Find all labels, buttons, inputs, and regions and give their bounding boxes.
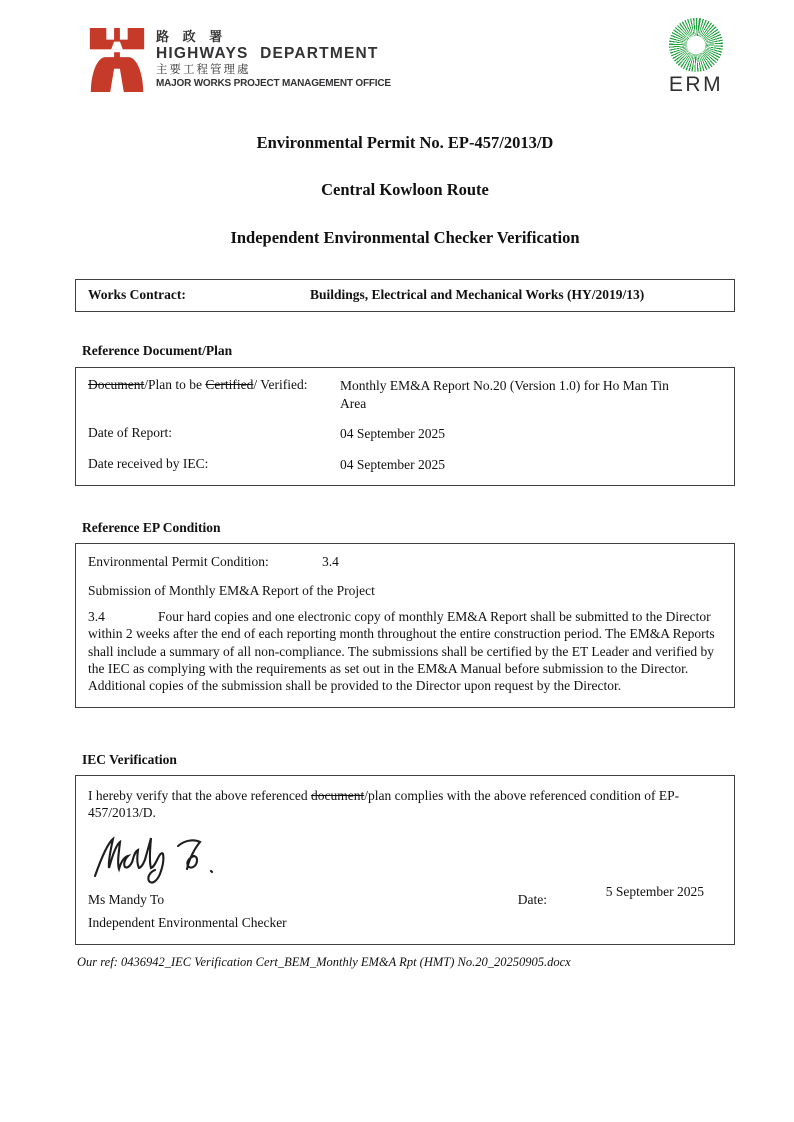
document-plan-row <box>88 377 722 412</box>
page-header <box>75 28 735 100</box>
signatory-name: Ms Mandy To <box>88 891 165 907</box>
ep-condition-label: Environmental Permit Condition: <box>88 554 269 570</box>
document-plan-value: Monthly EM&A Report No.20 (Version 1.0) for Ho Man Tin Area <box>340 378 669 411</box>
hyd-office-chinese: 主要工程管理處 <box>156 63 251 76</box>
hyd-office-english: MAJOR WORKS PROJECT MANAGEMENT OFFICE <box>156 77 391 89</box>
statement-text: I hereby verify that the above referenced <box>88 787 312 803</box>
iec-verification-heading: IEC Verification <box>82 751 177 767</box>
iec-verification-box <box>75 775 735 945</box>
struck-word-certified: Certified <box>205 377 254 392</box>
struck-word-document: document <box>311 787 365 803</box>
ep-condition-row <box>88 554 722 570</box>
label-text: / Verified: <box>253 377 308 392</box>
erm-logo-text: ERM <box>668 73 724 96</box>
date-of-report-label: Date of Report: <box>88 425 172 441</box>
ep-condition-number: 3.4 <box>322 554 339 570</box>
statement-text: /plan complies with the above referenced condition of EP-457/2013/D. <box>88 787 680 821</box>
works-contract-box <box>75 279 735 312</box>
highways-department-branding <box>88 28 391 92</box>
date-received-label: Date received by IEC: <box>88 455 209 471</box>
erm-branding <box>657 18 735 97</box>
hyd-name-english: HIGHWAYS DEPARTMENT <box>156 44 379 62</box>
permit-number-title: Environmental Permit No. EP-457/2013/D <box>256 133 554 152</box>
project-title: Central Kowloon Route <box>321 180 489 199</box>
hyd-name-chinese: 路 政 署 <box>156 29 228 44</box>
mandy-to-signature-icon <box>88 834 248 888</box>
erm-starburst-logo-icon <box>669 18 723 72</box>
clause-text: Four hard copies and one electronic copy of monthly EM&A Report shall be submitted to the Director within 2 weeks after the end of each reporting month throughout the entire construction period. The EM&A Reports shall include a summary of all non-compliance. The submissions shall be certified by the ET Leader and verified by the IEC as complying with the requirements as set out in the EM&A Manual before submission to the Director. Additional copies of the submission shall be provided to the Director upon request by the Director. <box>88 609 715 694</box>
clause-number: 3.4 <box>88 609 105 625</box>
signatory-title: Independent Environmental Checker <box>88 914 287 930</box>
highways-department-logo-icon <box>88 28 146 92</box>
ep-condition-subheading: Submission of Monthly EM&A Report of the Project <box>88 583 375 599</box>
reference-document-heading: Reference Document/Plan <box>82 343 233 358</box>
struck-word-document: Document <box>88 377 145 392</box>
date-received-row <box>88 456 722 474</box>
signature-row <box>88 883 722 908</box>
our-ref-line: Our ref: 0436942_IEC Verification Cert_BEM_Monthly EM&A Rpt (HMT) No.20_20250905.docx <box>77 954 571 969</box>
works-contract-value: Buildings, Electrical and Mechanical Works (HY/2019/13) <box>310 287 645 302</box>
document-type-title: Independent Environmental Checker Verification <box>230 228 580 247</box>
verification-statement <box>88 787 722 822</box>
date-of-report-value: 04 September 2025 <box>340 426 445 442</box>
ep-condition-box <box>75 543 735 707</box>
label-text: /Plan to be <box>144 377 206 392</box>
document-plan-label <box>88 377 340 412</box>
date-received-value: 04 September 2025 <box>340 456 445 472</box>
date-value: 5 September 2025 <box>605 883 704 899</box>
works-contract-label: Works Contract: <box>88 287 186 302</box>
reference-document-box <box>75 367 735 486</box>
date-of-report-row <box>88 425 722 443</box>
ep-clause-paragraph <box>88 608 722 694</box>
highways-department-text <box>156 28 391 89</box>
ep-condition-heading: Reference EP Condition <box>82 520 221 536</box>
date-label: Date: <box>517 891 548 907</box>
